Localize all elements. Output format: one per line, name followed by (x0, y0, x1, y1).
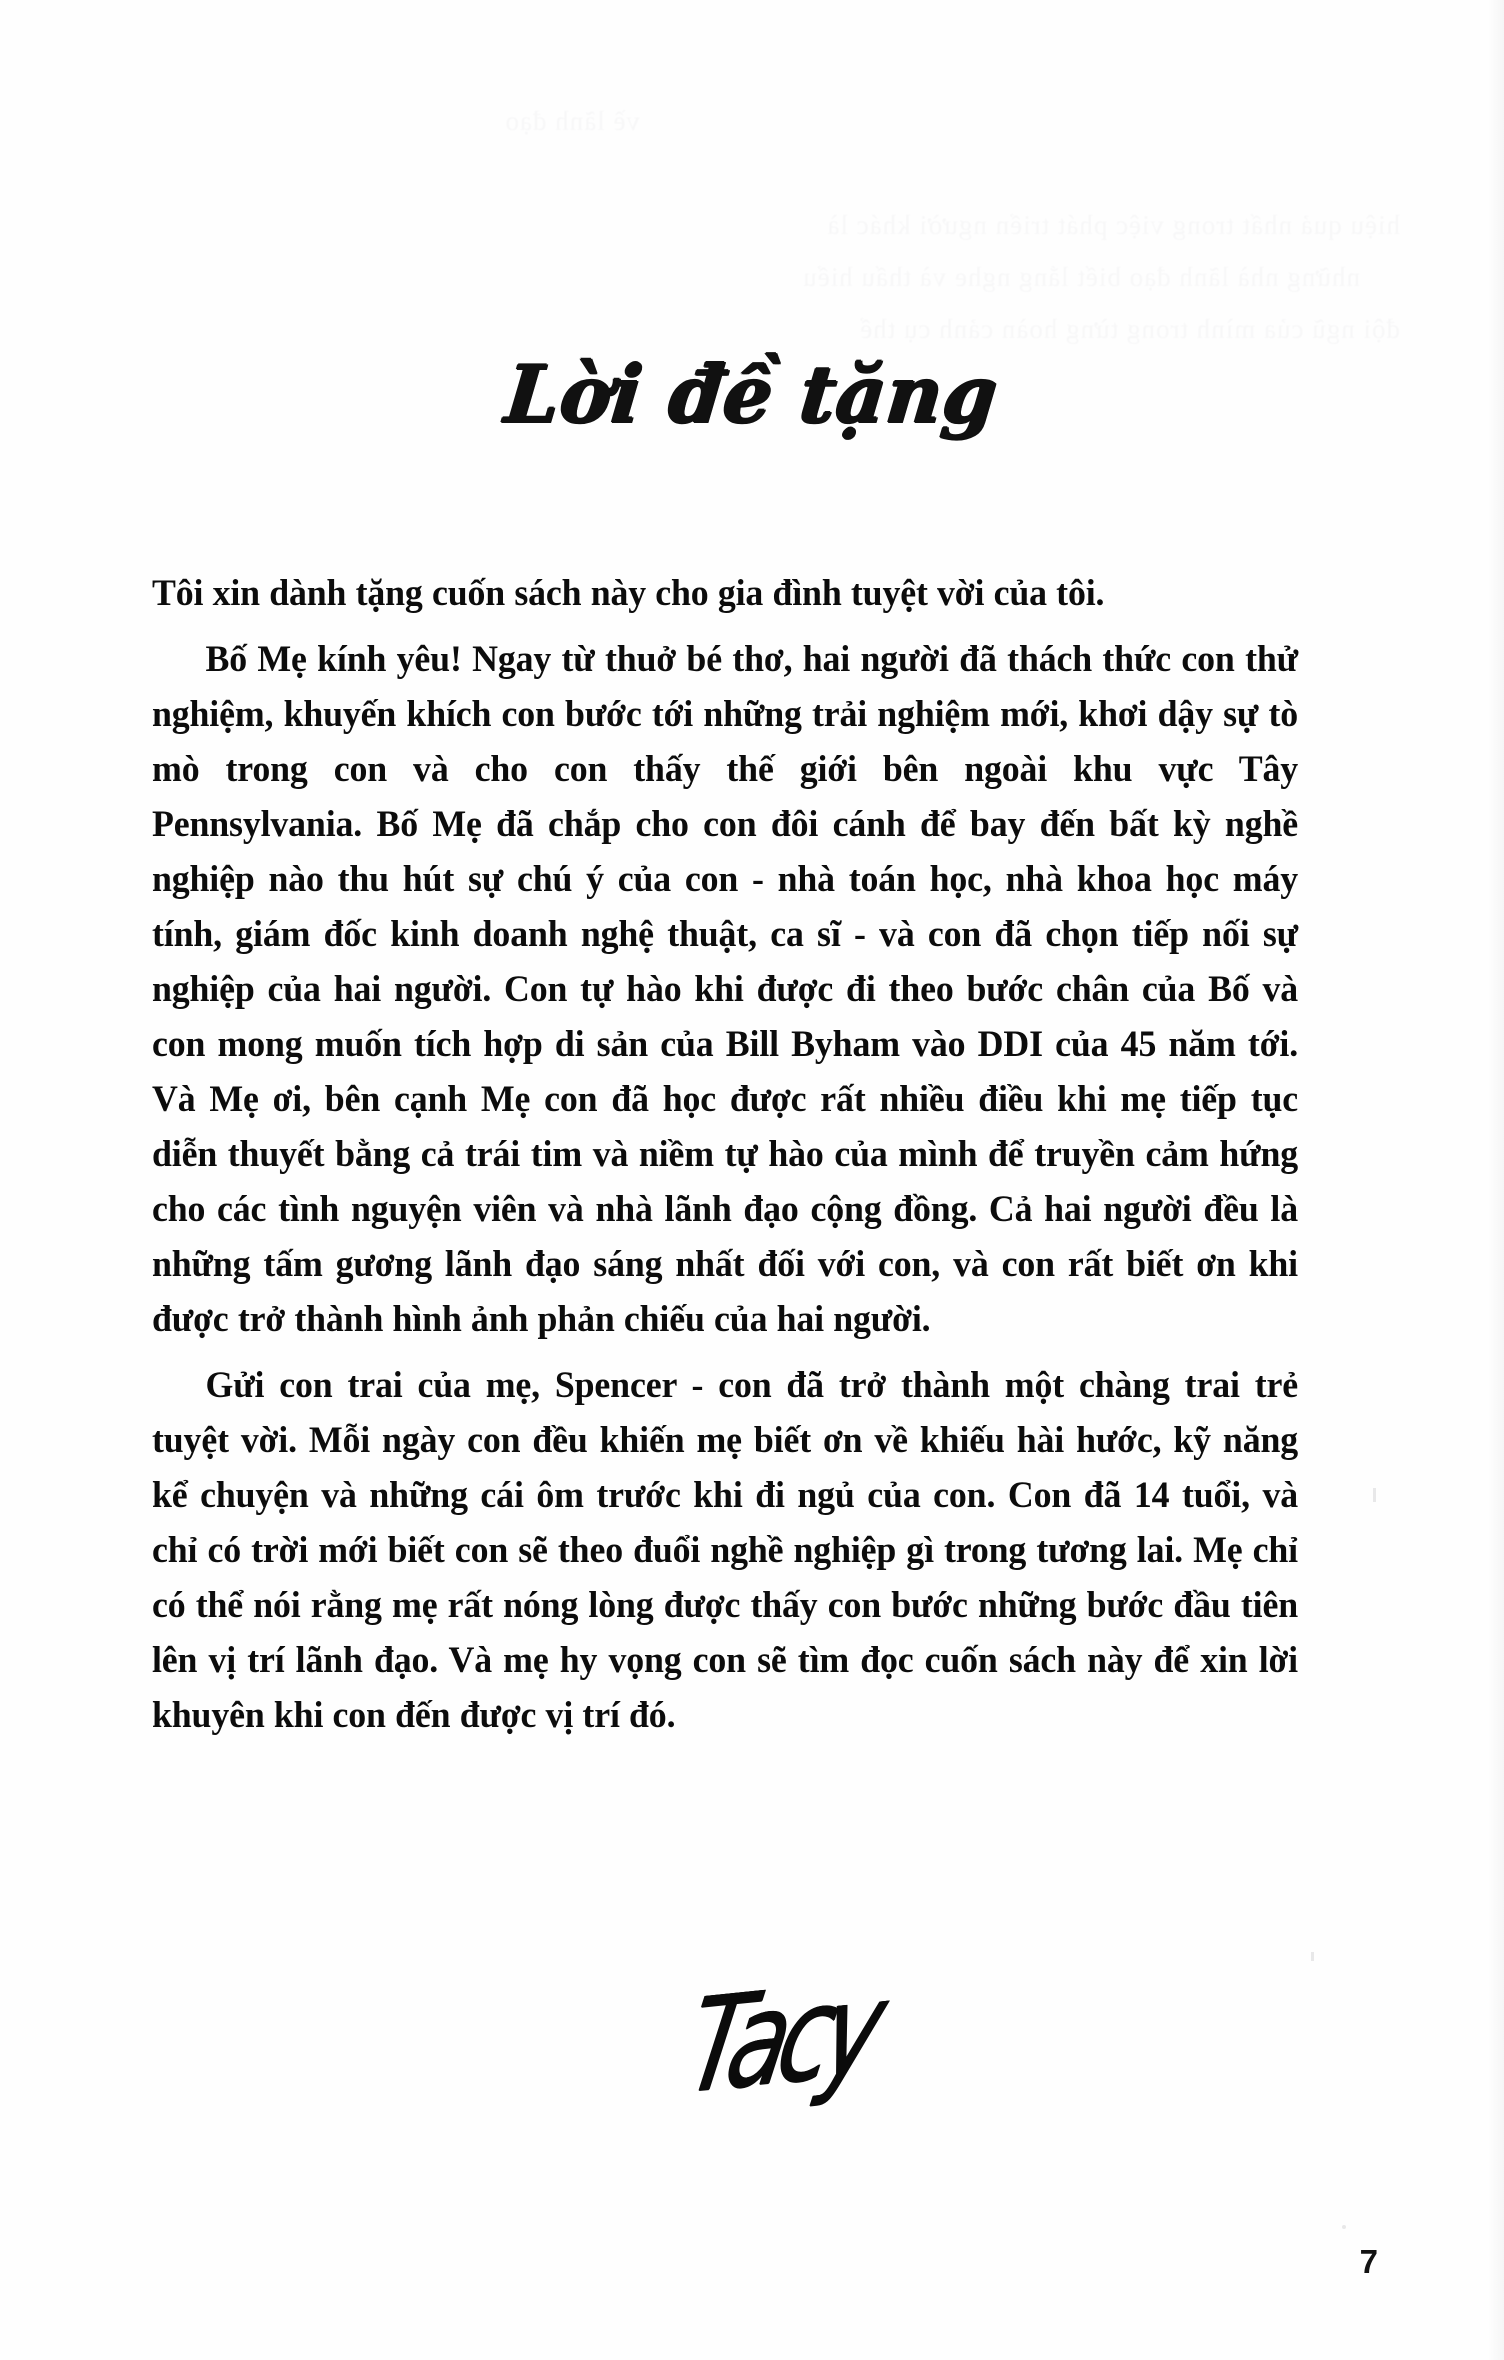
paragraph: Gửi con trai của mẹ, Spencer - con đã trở thành một chàng trai trẻ tuyệt vời. Mỗi ngày con đều khiến mẹ biết ơn về khiếu hài hước, kỹ năng kể chuyện và những cái ôm trước khi đi ngủ của con. Con đã 14 tuổi, và chỉ có trời mới biết con sẽ theo đuổi nghề nghiệp gì trong tương lai. Mẹ chỉ có thể nói rằng mẹ rất nóng lòng được thấy con bước những bước đầu tiên lên vị trí lãnh đạo. Và mẹ hy vọng con sẽ tìm đọc cuốn sách này để xin lời khuyên khi con đến được vị trí đó. (152, 1365, 1299, 1736)
bleed-line (130, 303, 1400, 355)
paragraph: Bố Mẹ kính yêu! Ngay từ thuở bé thơ, hai người đã thách thức con thử nghiệm, khuyến khích con bước tới những trải nghiệm mới, khơi dậy sự tò mò trong con và cho con thấy thế giới bên ngoài khu vực Tây Pennsylvania. Bố Mẹ đã chắp cho con đôi cánh để bay đến bất kỳ nghề nghiệp nào thu hút sự chú ý của con - nhà toán học, nhà khoa học máy tính, giám đốc kinh doanh nghệ thuật, ca sĩ - và con đã chọn tiếp nối sự nghiệp của hai người. Con tự hào khi được đi theo bước chân của Bố và con mong muốn tích hợp di sản của Bill Byham vào DDI của 45 năm tới. Và Mẹ ơi, bên cạnh Mẹ con đã học được rất nhiều điều khi mẹ tiếp tục diễn thuyết bằng cả trái tim và niềm tự hào của mình để truyền cảm hứng cho các tình nguyện viên và nhà lãnh đạo cộng đồng. Cả hai người đều là những tấm gương lãnh đạo sáng nhất đối với con, và con rất biết ơn khi được trở thành hình ảnh phản chiếu của hai người. (152, 639, 1299, 1340)
page-title-container (0, 348, 1504, 441)
bleed-line (130, 199, 1400, 251)
bleed-line-spacer (130, 147, 1400, 199)
bleed-through-watermark (130, 95, 1400, 385)
signature-container (0, 1953, 1504, 2124)
body-text-block (152, 566, 1352, 1743)
bleed-line (130, 95, 1400, 147)
page-title: Lời đề tặng (501, 348, 1003, 441)
bleed-line (130, 251, 1400, 303)
scan-speckle (1373, 1488, 1376, 1502)
scan-speckle (1311, 1952, 1314, 1961)
handwritten-signature: Tacy (676, 1953, 888, 2124)
page-number: 7 (1359, 2243, 1378, 2280)
paragraph: Tôi xin dành tặng cuốn sách này cho gia đình tuyệt vời của tôi. (152, 573, 1105, 614)
scan-speckle (1342, 2225, 1346, 2229)
